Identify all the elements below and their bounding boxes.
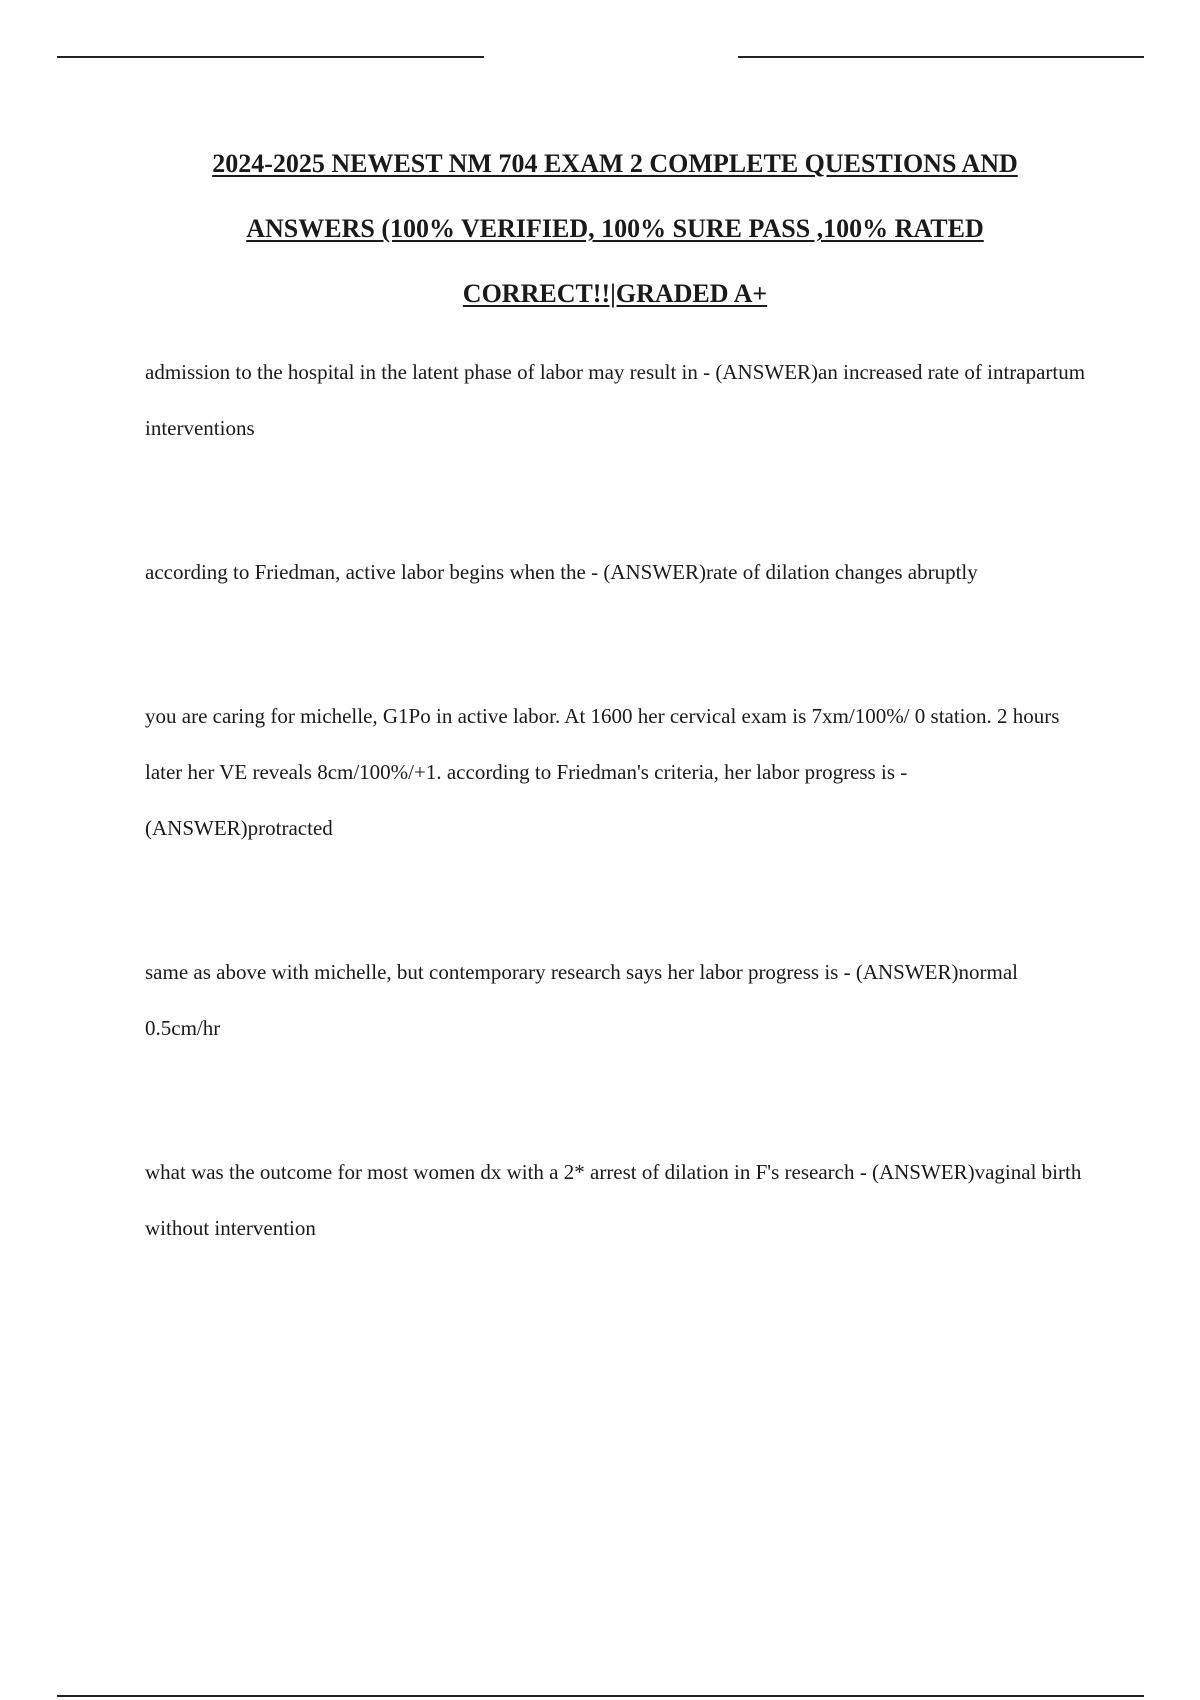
qa-list xyxy=(145,344,1095,1256)
answer-text: (ANSWER)rate of dilation changes abruptly xyxy=(603,560,978,584)
qa-item-1 xyxy=(145,344,1095,456)
question-text: what was the outcome for most women dx with a 2* arrest of dilation in F's research - xyxy=(145,1160,872,1184)
title-line-3: CORRECT!!|GRADED A+ xyxy=(462,279,768,308)
answer-text: (ANSWER)vaginal birth without intervention xyxy=(145,1160,1082,1240)
document-title xyxy=(120,131,1110,326)
answer-text: (ANSWER)normal 0.5cm/hr xyxy=(145,960,1018,1040)
question-text: same as above with michelle, but contemporary research says her labor progress is - xyxy=(145,960,856,984)
answer-text: (ANSWER)protracted xyxy=(145,816,333,840)
answer-text: (ANSWER)an increased rate of intrapartum interventions xyxy=(145,360,1086,440)
qa-item-2 xyxy=(145,544,1095,600)
question-text: admission to the hospital in the latent phase of labor may result in - xyxy=(145,360,716,384)
qa-item-3 xyxy=(145,688,1095,856)
question-text: according to Friedman, active labor begins when the - xyxy=(145,560,604,584)
top-right-rule xyxy=(738,56,1144,58)
title-line-1: 2024-2025 NEWEST NM 704 EXAM 2 COMPLETE QUESTIONS AND xyxy=(212,149,1018,178)
qa-item-5 xyxy=(145,1144,1095,1256)
top-left-rule xyxy=(57,56,484,58)
question-text: you are caring for michelle, G1Po in active labor. At 1600 her cervical exam is 7xm/100%/ 0 station. 2 hours later her VE reveals 8cm/100%/+1. according to Friedman's criteria, her labor progress is - xyxy=(145,704,1060,784)
bottom-rule xyxy=(57,1695,1144,1697)
title-line-2: ANSWERS (100% VERIFIED, 100% SURE PASS ,100% RATED xyxy=(246,214,984,243)
qa-item-4 xyxy=(145,944,1095,1056)
